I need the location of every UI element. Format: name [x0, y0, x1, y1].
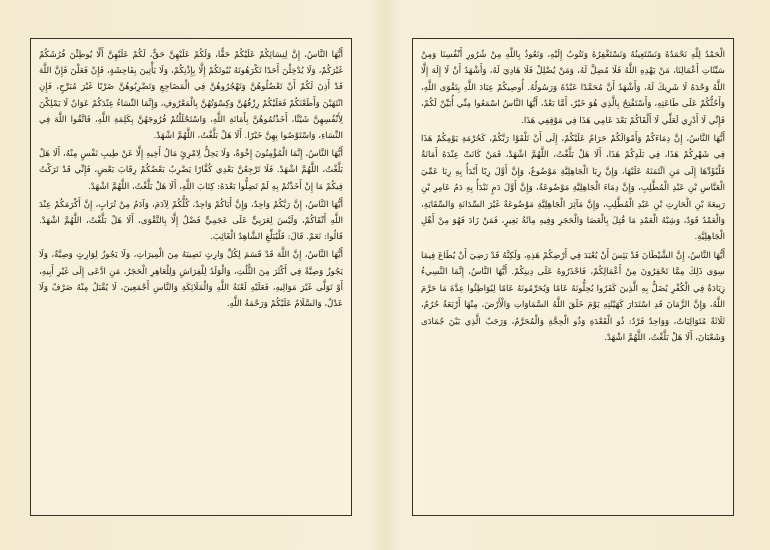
right-page — [412, 38, 734, 516]
left-page — [30, 38, 352, 516]
paragraph: أَيُّهَا النَّاسُ، إِنَّ اللَّهَ قَدْ قَسَمَ لِكُلِّ وَارِثٍ نَصِيبَهُ مِنَ الْمِيرَاثِ، وَلَا يَجُوزُ لِوَارِثٍ وَصِيَّةٌ، وَلَا يَجُوزُ وَصِيَّةٌ فِي أَكْثَرَ مِنَ الثُّلُثِ، وَالْوَلَدُ لِلْفِرَاشِ وَلِلْعَاهِرِ الْحَجَرُ، مَنِ ادَّعَى إِلَى غَيْرِ أَبِيهِ، أَوْ تَوَلَّى غَيْرَ مَوَالِيهِ، فَعَلَيْهِ لَعْنَةُ اللَّهِ وَالْمَلَائِكَةِ وَالنَّاسِ أَجْمَعِينَ، لَا يُقْبَلُ مِنْهُ صَرْفٌ وَلَا عَدْلٌ، وَالسَّلَامُ عَلَيْكُمْ وَرَحْمَةُ اللَّهِ. — [39, 250, 343, 310]
paragraph: أَيُّهَا النَّاسُ، إِنَّمَا الْمُؤْمِنُونَ إِخْوَةٌ، وَلَا يَحِلُّ لِامْرِئٍ مَالُ أَخِيهِ إِلَّا عَنْ طِيبِ نَفْسٍ مِنْهُ، أَلَا هَلْ بَلَّغْتُ، اللَّهُمَّ اشْهَدْ. فَلَا تَرْجِعُنَّ بَعْدِي كُفَّارًا يَضْرِبُ بَعْضُكُمْ رِقَابَ بَعْضٍ، فَإِنِّي قَدْ تَرَكْتُ فِيكُمْ مَا إِنْ أَخَذْتُمْ بِهِ لَمْ تَضِلُّوا بَعْدَهُ: كِتَابَ اللَّهِ، أَلَا هَلْ بَلَّغْتُ، اللَّهُمَّ اشْهَدْ. — [39, 149, 343, 192]
left-page-text — [39, 47, 343, 507]
paragraph: أَيُّهَا النَّاسُ، إِنَّ رَبَّكُمْ وَاحِدٌ، وَإِنَّ أَبَاكُمْ وَاحِدٌ، كُلُّكُمْ لِآدَمَ، وَآدَمُ مِنْ تُرَابٍ، إِنَّ أَكْرَمَكُمْ عِنْدَ اللَّهِ أَتْقَاكُمْ، وَلَيْسَ لِعَرَبِيٍّ عَلَى عَجَمِيٍّ فَضْلٌ إِلَّا بِالتَّقْوَى، أَلَا هَلْ بَلَّغْتُ، اللَّهُمَّ اشْهَدْ. قَالُوا: نَعَمْ. قَالَ: فَلْيُبَلِّغِ الشَّاهِدُ الْغَائِبَ. — [39, 199, 343, 243]
paragraph: أَيُّهَا النَّاسُ، إِنَّ لِنِسَائِكُمْ عَلَيْكُمْ حَقًّا، وَلَكُمْ عَلَيْهِنَّ حَقٌّ، لَكُمْ عَلَيْهِنَّ أَلَّا يُوطِئْنَ فُرُشَكُمْ غَيْرَكُمْ، وَلَا يُدْخِلْنَ أَحَدًا تَكْرَهُونَهُ بُيُوتَكُمْ إِلَّا بِإِذْنِكُمْ، وَلَا يَأْتِينَ بِفَاحِشَةٍ، فَإِنْ فَعَلْنَ فَإِنَّ اللَّهَ قَدْ أَذِنَ لَكُمْ أَنْ تَعْضُلُوهُنَّ وَتَهْجُرُوهُنَّ فِي الْمَضَاجِعِ وَتَضْرِبُوهُنَّ ضَرْبًا غَيْرَ مُبَرِّحٍ، فَإِنِ انْتَهَيْنَ وَأَطَعْنَكُمْ فَعَلَيْكُمْ رِزْقُهُنَّ وَكِسْوَتُهُنَّ بِالْمَعْرُوفِ، وَإِنَّمَا النِّسَاءُ عِنْدَكُمْ عَوَانٌ لَا يَمْلِكْنَ لِأَنْفُسِهِنَّ شَيْئًا، أَخَذْتُمُوهُنَّ بِأَمَانَةِ اللَّهِ، وَاسْتَحْلَلْتُمْ فُرُوجَهُنَّ بِكَلِمَةِ اللَّهِ، فَاتَّقُوا اللَّهَ فِي النِّسَاءِ، وَاسْتَوْصُوا بِهِنَّ خَيْرًا. أَلَا هَلْ بَلَّغْتُ، اللَّهُمَّ اشْهَدْ. — [39, 50, 343, 142]
right-page-text — [421, 47, 725, 507]
paragraph: أَيُّهَا النَّاسُ، إِنَّ دِمَاءَكُمْ وَأَمْوَالَكُمْ حَرَامٌ عَلَيْكُمْ، إِلَى أَنْ تَلْقَوْا رَبَّكُمْ، كَحُرْمَةِ يَوْمِكُمْ هَذَا فِي شَهْرِكُمْ هَذَا، فِي بَلَدِكُمْ هَذَا، أَلَا هَلْ بَلَّغْتُ، اللَّهُمَّ اشْهَدْ، فَمَنْ كَانَتْ عِنْدَهُ أَمَانَةٌ فَلْيُؤَدِّهَا إِلَى مَنِ ائْتَمَنَهُ عَلَيْهَا، وَإِنَّ رِبَا الْجَاهِلِيَّةِ مَوْضُوعٌ، وَإِنَّ أَوَّلَ رِبًا أَبْدَأُ بِهِ رِبَا عَمِّيَ الْعَبَّاسِ بْنِ عَبْدِ الْمُطَّلِبِ، وَإِنَّ دِمَاءَ الْجَاهِلِيَّةِ مَوْضُوعَةٌ، وَإِنَّ أَوَّلَ دَمٍ نَبْدَأُ بِهِ دَمُ عَامِرِ بْنِ رَبِيعَةَ بْنِ الْحَارِثِ بْنِ عَبْدِ الْمُطَّلِبِ، وَإِنَّ مَآثِرَ الْجَاهِلِيَّةِ مَوْضُوعَةٌ غَيْرَ السِّدَانَةِ وَالسِّقَايَةِ، وَالْعَمْدُ قَوَدٌ، وَشِبْهُ الْعَمْدِ مَا قُتِلَ بِالْعَصَا وَالْحَجَرِ وَفِيهِ مِائَةُ بَعِيرٍ، فَمَنْ زَادَ فَهُوَ مِنْ أَهْلِ الْجَاهِلِيَّةِ. — [421, 134, 725, 243]
paragraph: الْحَمْدُ لِلَّهِ نَحْمَدُهُ وَنَسْتَعِينُهُ وَنَسْتَغْفِرُهُ وَنَتُوبُ إِلَيْهِ، وَنَعُوذُ بِاللَّهِ مِنْ شُرُورِ أَنْفُسِنَا وَمِنْ سَيِّئَاتِ أَعْمَالِنَا، مَنْ يَهْدِهِ اللَّهُ فَلَا مُضِلَّ لَهُ، وَمَنْ يُضْلِلْ فَلَا هَادِيَ لَهُ، وَأَشْهَدُ أَنْ لَا إِلَهَ إِلَّا اللَّهُ وَحْدَهُ لَا شَرِيكَ لَهُ، وَأَشْهَدُ أَنَّ مُحَمَّدًا عَبْدُهُ وَرَسُولُهُ. أُوصِيكُمْ عِبَادَ اللَّهِ بِتَقْوَى اللَّهِ، وَأَحُثُّكُمْ عَلَى طَاعَتِهِ، وَأَسْتَفْتِحُ بِالَّذِي هُوَ خَيْرٌ، أَمَّا بَعْدُ، أَيُّهَا النَّاسُ اسْمَعُوا مِنِّي أُبَيِّنْ لَكُمْ، فَإِنِّي لَا أَدْرِي لَعَلِّي لَا أَلْقَاكُمْ بَعْدَ عَامِي هَذَا فِي مَوْقِفِي هَذَا. — [421, 50, 725, 126]
paragraph: أَيُّهَا النَّاسُ، إِنَّ الشَّيْطَانَ قَدْ يَئِسَ أَنْ يُعْبَدَ فِي أَرْضِكُمْ هَذِهِ، وَلَكِنَّهُ قَدْ رَضِيَ أَنْ يُطَاعَ فِيمَا سِوَى ذَلِكَ مِمَّا تَحْقِرُونَ مِنْ أَعْمَالِكُمْ، فَاحْذَرُوهُ عَلَى دِينِكُمْ. أَيُّهَا النَّاسُ، إِنَّمَا النَّسِيءُ زِيَادَةٌ فِي الْكُفْرِ يُضَلُّ بِهِ الَّذِينَ كَفَرُوا يُحِلُّونَهُ عَامًا وَيُحَرِّمُونَهُ عَامًا لِيُوَاطِئُوا عِدَّةَ مَا حَرَّمَ اللَّهُ، وَإِنَّ الزَّمَانَ قَدِ اسْتَدَارَ كَهَيْئَتِهِ يَوْمَ خَلَقَ اللَّهُ السَّمَاوَاتِ وَالْأَرْضَ، مِنْهَا أَرْبَعَةٌ حُرُمٌ، ثَلَاثَةٌ مُتَوَالِيَاتٌ، وَوَاحِدٌ فَرْدٌ: ذُو الْقَعْدَةِ وَذُو الْحِجَّةِ وَالْمُحَرَّمُ، وَرَجَبُ الَّذِي بَيْنَ جُمَادَى وَشَعْبَانَ، أَلَا هَلْ بَلَّغْتُ، اللَّهُمَّ اشْهَدْ. — [421, 250, 725, 343]
